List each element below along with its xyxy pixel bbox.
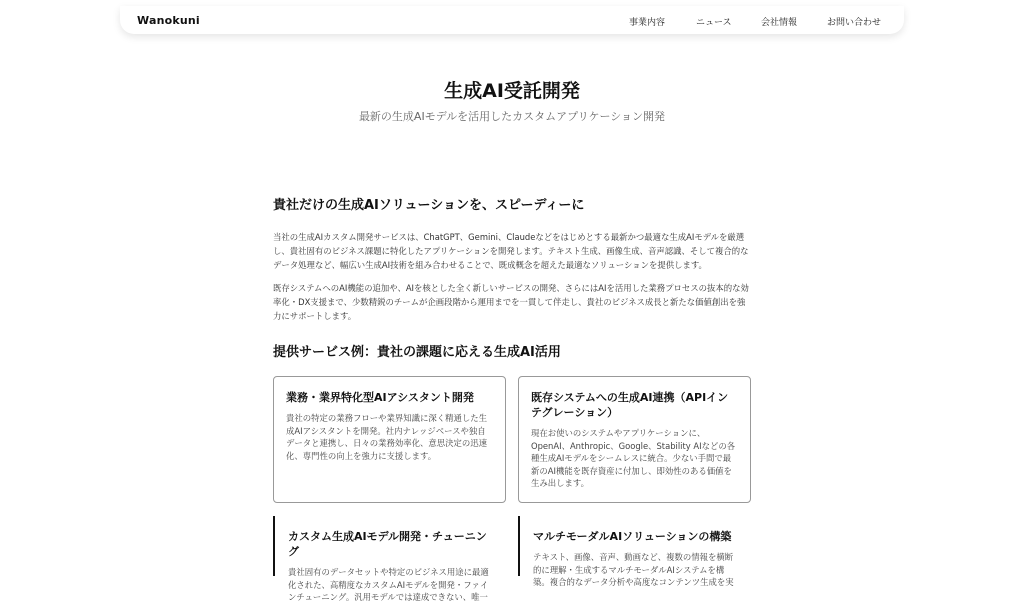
intro-paragraph-2: 既存システムへのAI機能の追加や、AIを核とした全く新しいサービスの開発、さらにはAIを活用した業務プロセスの抜本的な効率化・DX支援まで、少数精鋭のチームが企画段階から運用までを一貫して伴走し、貴社のビジネス成長と新たな価値創出を強力にサポートします。 (273, 283, 749, 321)
top-navigation-bar (120, 6, 904, 34)
card-text: 現在お使いのシステムやアプリケーションに、OpenAI、Anthropic、Google、Stability AIなどの各種生成AIモデルをシームレスに統合。少ない手間で最新のAI機能を既存資産に付加し、即効性のある価値を生み出します。 (531, 428, 736, 489)
brand-logo[interactable]: Wanokuni (137, 14, 200, 27)
intro-heading: 貴社だけの生成AIソリューションを、スピーディーに (273, 198, 585, 213)
nav-link-services[interactable]: 事業内容 (629, 18, 666, 28)
intro-paragraph-1: 当社の生成AIカスタム開発サービスは、ChatGPT、Gemini、Claudeなどをはじめとする最新かつ最適な生成AIモデルを厳選し、貴社固有のビジネス課題に特化したアプリケーションを開発します。テキスト生成、画像生成、音声認識、そして複合的なデータ処理など、幅広い生成AI技術を組み合わせることで、既成概念を超えた最適なソリューションを提供します。 (273, 232, 749, 270)
nav-link-contact[interactable]: お問い合わせ (827, 18, 882, 28)
page-title: 生成AI受託開発 (444, 80, 580, 102)
card-title: 業務・業界特化型AIアシスタント開発 (286, 391, 474, 404)
card-text: 貴社固有のデータセットや特定のビジネス用途に最適化された、高精度なカスタムAIモデルを開発・ファインチューニング。汎用モデルでは達成できない、唯一 (288, 567, 489, 603)
services-heading: 提供サービス例：貴社の課題に応える生成AI活用 (273, 345, 561, 360)
card-title: カスタム生成AIモデル開発・チューニング (288, 530, 487, 558)
service-card-custom-model (273, 516, 506, 603)
card-text: 貴社の特定の業務フローや業界知識に深く精通した生成AIアシスタントを開発。社内ナレッジベースや独自データと連携し、日々の業務効率化、意思決定の迅速化、専門性の向上を強力に支援します。 (286, 413, 487, 461)
nav-link-company[interactable]: 会社情報 (761, 18, 798, 28)
card-title: マルチモーダルAIソリューションの構築 (533, 530, 732, 543)
intro-section (273, 194, 751, 323)
service-card-api-integration (518, 376, 751, 503)
service-card-multimodal (518, 516, 751, 588)
page-subtitle: 最新の生成AIモデルを活用したカスタムアプリケーション開発 (358, 110, 666, 123)
nav-link-news[interactable]: ニュース (696, 18, 732, 28)
service-card-ai-assistant (273, 376, 506, 503)
card-title: 既存システムへの生成AI連携（APIインテグレーション） (531, 391, 729, 419)
card-text: テキスト、画像、音声、動画など、複数の情報を横断的に理解・生成するマルチモーダルAIシステムを構築。複合的なデータ分析や高度なコンテンツ生成を実 (533, 552, 734, 588)
